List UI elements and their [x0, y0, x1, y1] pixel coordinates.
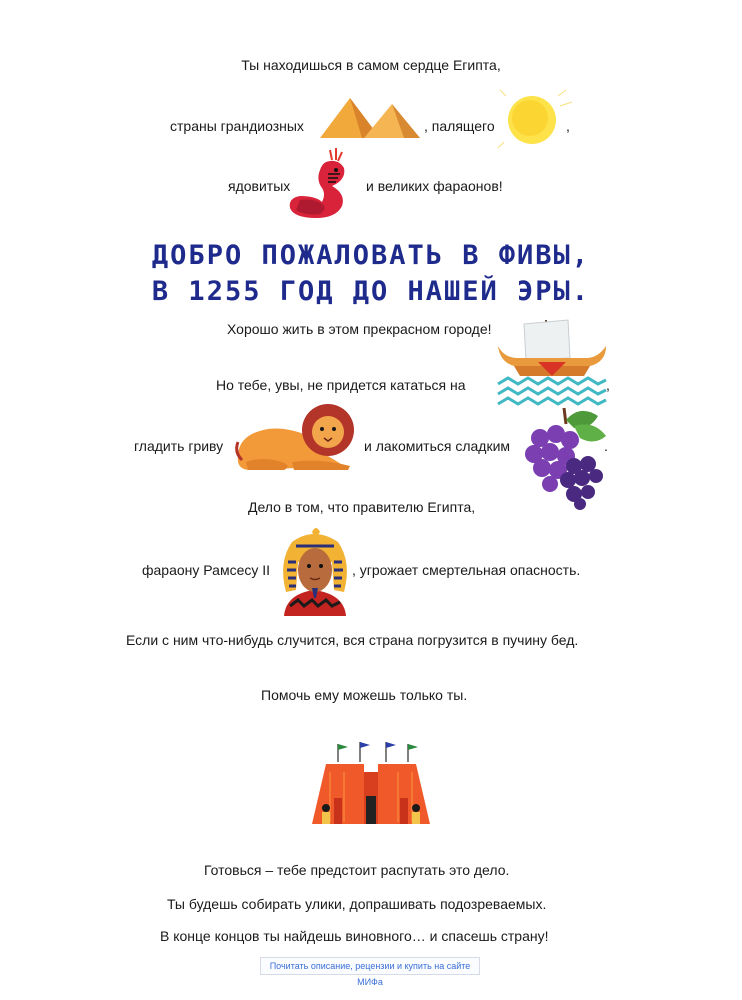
intro-line-2-start: страны грандиозных — [170, 118, 304, 134]
intro-line-2-middle: , палящего — [424, 118, 495, 134]
pharaoh-icon — [274, 522, 356, 618]
intro-line-2-end: , — [566, 118, 570, 134]
page-title-line-2: В 1255 ГОД ДО НАШЕЙ ЭРЫ. — [151, 276, 591, 307]
body-p2-end: , — [606, 377, 610, 393]
boat-icon — [494, 318, 610, 416]
body-p3-start: гладить гриву — [134, 438, 224, 454]
sun-icon — [496, 86, 576, 152]
body-p3-middle: и лакомиться сладким — [364, 438, 511, 454]
body-p3-end: . — [604, 438, 608, 454]
footer-purchase-link[interactable]: Почитать описание, рецензии и купить на сайте МИФа — [260, 957, 480, 975]
lion-icon — [232, 402, 358, 474]
body-p6: Если с ним что-нибудь случится, вся страна погрузится в пучину бед. — [126, 632, 579, 648]
page-title-line-1: ДОБРО ПОЖАЛОВАТЬ В ФИВЫ, — [151, 240, 591, 271]
body-p4: Дело в том, что правителю Египта, — [248, 499, 476, 515]
intro-line-3-end: и великих фараонов! — [366, 178, 503, 194]
body-p5-start: фараону Рамсесу II — [142, 562, 271, 578]
temple-icon — [304, 742, 438, 828]
body-p8: Готовься – тебе предстоит распутать это дело. — [204, 862, 510, 878]
body-p5-end: , угрожает смертельная опасность. — [352, 562, 581, 578]
grapes-icon — [524, 406, 610, 510]
body-p2-start: Но тебе, увы, не придется кататься на — [216, 377, 466, 393]
body-p1: Хорошо жить в этом прекрасном городе! — [227, 321, 492, 337]
body-p10: В конце концов ты найдешь виновного… и спасешь страну! — [160, 928, 549, 944]
body-p9: Ты будешь собирать улики, допрашивать подозреваемых. — [167, 896, 547, 912]
pyramids-icon — [318, 94, 422, 140]
intro-line-3-start: ядовитых — [228, 178, 291, 194]
cobra-icon — [286, 144, 358, 222]
body-p7: Помочь ему можешь только ты. — [261, 687, 468, 703]
intro-line-1: Ты находишься в самом сердце Египта, — [241, 57, 501, 73]
